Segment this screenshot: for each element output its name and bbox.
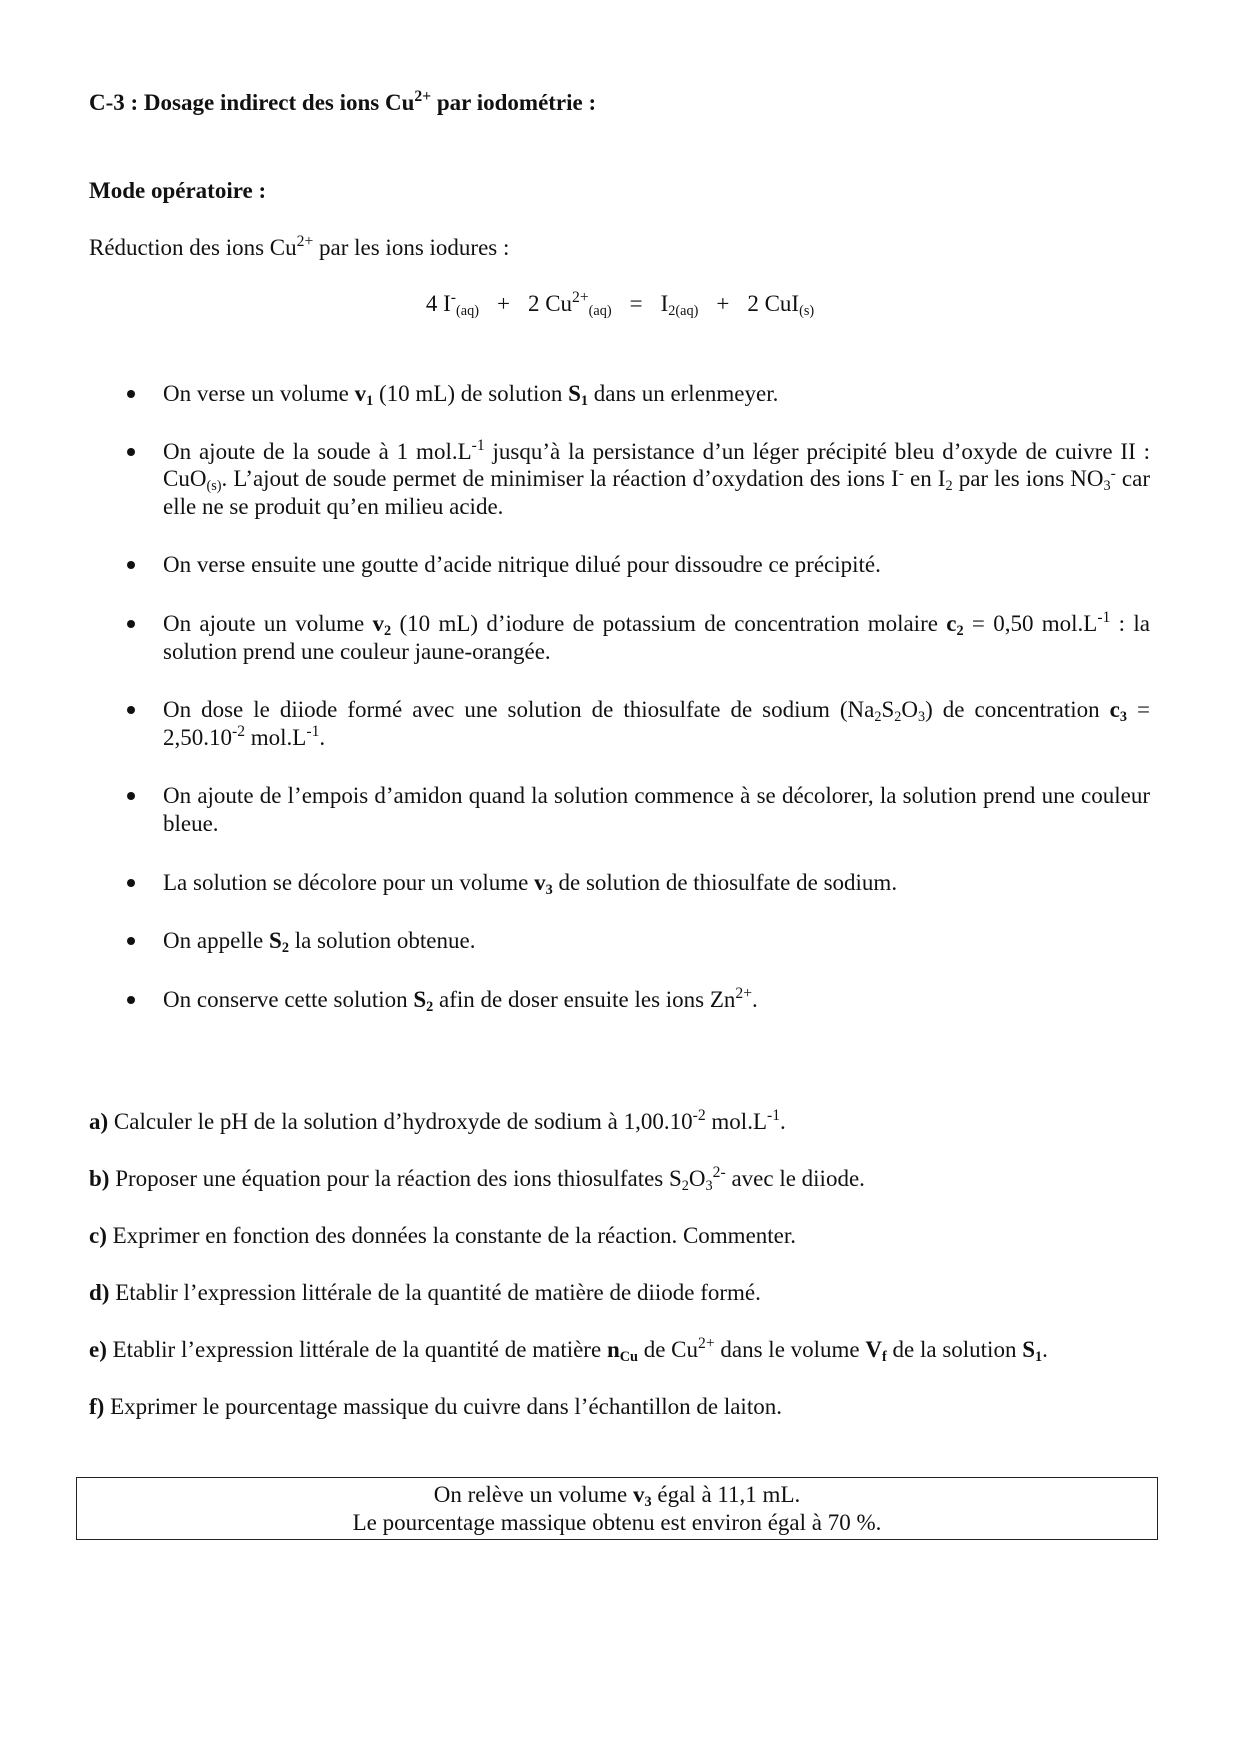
section-title: C-3 : Dosage indirect des ions $Cu^{2+}$ par iodométrie :	[89, 88, 597, 115]
question-f: f) Exprimer le pourcentage massique du cuivre dans l’échantillon de laiton.	[89, 1394, 782, 1419]
bullet-icon	[127, 937, 135, 945]
question-d: d) Etablir l’expression littérale de la quantité de matière de diiode formé.	[89, 1280, 761, 1305]
result-box	[76, 1477, 1158, 1540]
list-item: On verse ensuite une goutte d’acide nitrique dilué pour dissoudre ce précipité.	[127, 551, 1150, 579]
result-line-1: On relève un volume $v_3$ égal à 11,1 mL.	[433, 1481, 801, 1510]
list-item: La solution se décolore pour un volume $v_3$ de solution de thiosulfate de sodium.	[127, 869, 1150, 897]
reaction-equation: 4 $I^-_{(aq)} + 2$ $Cu^{2+}_{(aq)} = I_{2(aq)} + 2$ CuI$_{(s)}$	[425, 289, 815, 319]
bullet-icon	[127, 561, 135, 569]
question-c: c) Exprimer en fonction des données la constante de la réaction. Commenter.	[89, 1223, 797, 1248]
list-item: On ajoute de la soude à 1 $mol.L^{-1}$ jusqu’à la persistance d’un léger précipité bleu d’oxyde de cuivre II : CuO$_{(s)}$. L’ajout de soude permet de minimiser la réaction d’oxydation des ions I- en $I_2$ par les ions $NO_3^-$ car elle ne se produit qu’en milieu acide.	[127, 438, 1150, 521]
question-a: a) Calculer le pH de la solution d’hydroxyde de sodium à $1,00.10^{-2}$ $mol.L^{-1}$.	[89, 1107, 786, 1134]
bullet-icon	[127, 620, 135, 628]
bullet-icon	[127, 706, 135, 714]
list-item: On appelle $S_2$ la solution obtenue.	[127, 927, 1150, 955]
mode-operatoire-heading: Mode opératoire :	[89, 178, 267, 203]
procedure-list	[127, 380, 1150, 1013]
list-item: On verse un volume $v_1$ (10 mL) de solution $S_1$ dans un erlenmeyer.	[127, 380, 1150, 408]
question-e: e) Etablir l’expression littérale de la quantité de matière $n_{Cu}$ de $Cu^{2+}$ dans le volume $V_f$ de la solution $S_1$.	[89, 1335, 1048, 1365]
bullet-icon	[127, 448, 135, 456]
bullet-icon	[127, 390, 135, 398]
question-b: b) Proposer une équation pour la réaction des ions thiosulfates $S_2O_3^{2-}$ avec le diiode.	[89, 1164, 865, 1194]
bullet-icon	[127, 879, 135, 887]
bullet-icon	[127, 996, 135, 1004]
list-item: On conserve cette solution $S_2$ afin de doser ensuite les ions $Zn^{2+}$.	[127, 986, 1150, 1014]
list-item: On ajoute de l’empois d’amidon quand la solution commence à se décolorer, la solution prend une couleur bleue.	[127, 782, 1150, 837]
result-line-2: Le pourcentage massique obtenu est environ égal à 70 %.	[352, 1509, 882, 1535]
list-item: On ajoute un volume $v_2$ (10 mL) d’iodure de potassium de concentration molaire $c_2 = 0,50$ $mol.L^{-1}$ : la solution prend une couleur jaune-orangée.	[127, 610, 1150, 665]
intro-text: Réduction des ions $Cu^{2+}$ par les ions iodures :	[89, 233, 510, 260]
list-item: On dose le diiode formé avec une solution de thiosulfate de sodium $(Na_2S_2O_3)$ de concentration $c_3 = 2,50.10^{-2}$ $mol.L^{-1}$.	[127, 696, 1150, 751]
bullet-icon	[127, 792, 135, 800]
